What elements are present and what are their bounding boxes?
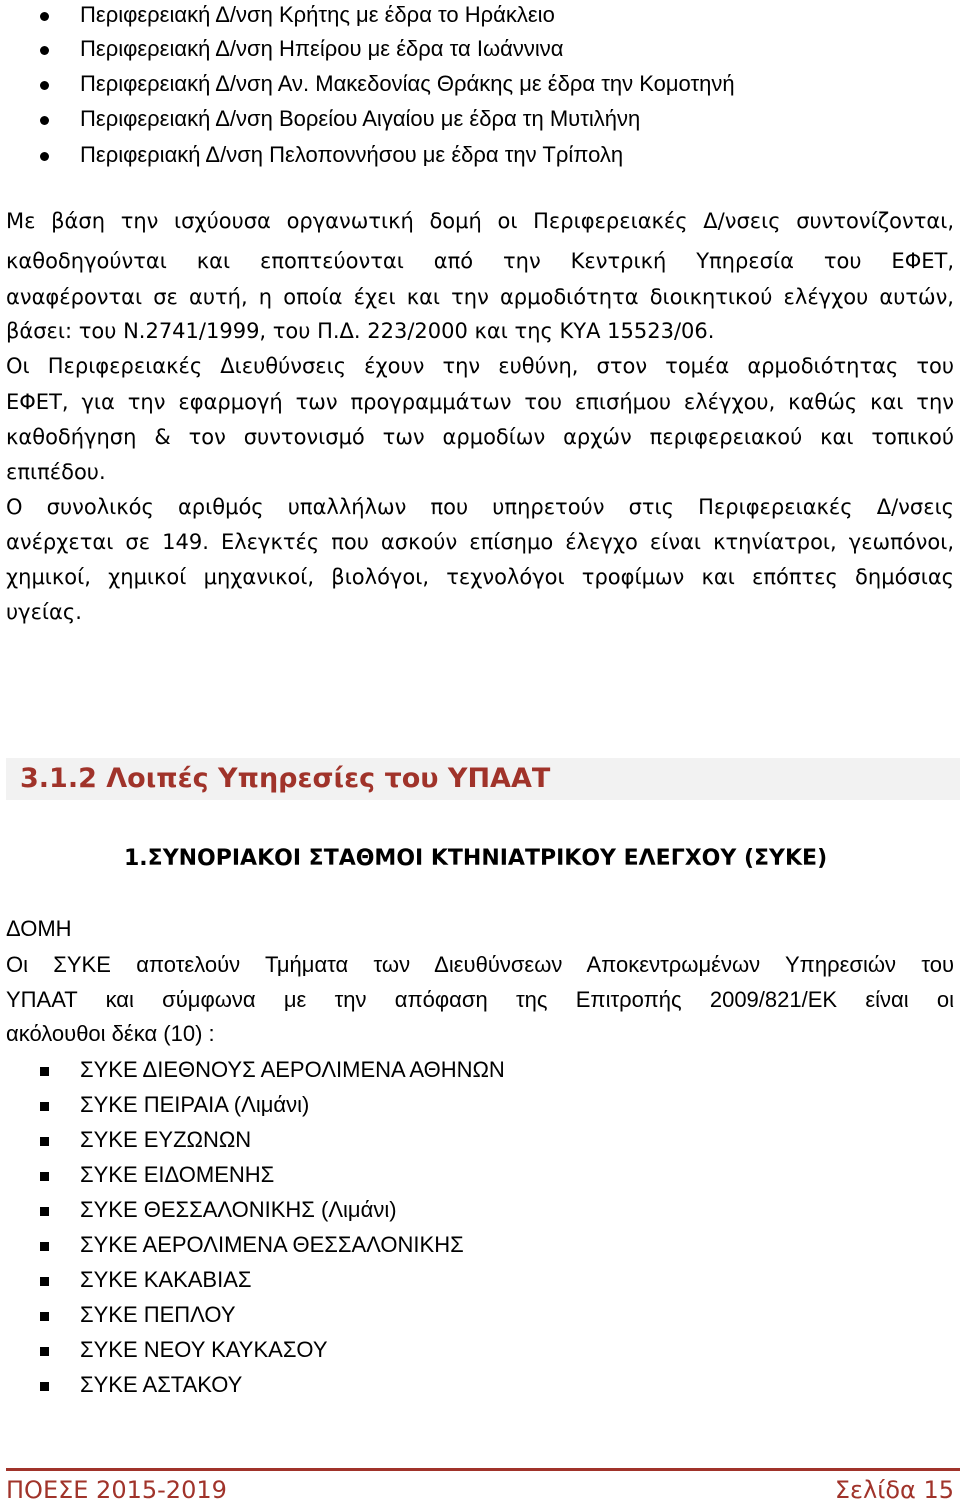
list-item <box>0 1125 960 1159</box>
list-item-text: ΣΥΚΕ ΚΑΚΑΒΙΑΣ <box>80 1267 252 1292</box>
intro-line: Οι ΣΥΚΕ αποτελούν Τμήματα των Διευθύνσεων Αποκεντρωμένων Υπηρεσιών του <box>6 952 954 977</box>
bullet-dot-icon <box>40 81 49 90</box>
paragraph-line: βάσει: του Ν.2741/1999, του Π.Δ. 223/2000 και της ΚΥΑ 15523/06. <box>6 319 715 343</box>
list-item <box>0 1160 960 1194</box>
square-bullet-icon <box>40 1312 49 1321</box>
list-item <box>0 1230 960 1264</box>
square-bullet-icon <box>40 1102 49 1111</box>
paragraph-line: επιπέδου. <box>6 460 106 484</box>
list-item-text: Περιφερειακή Δ/νση Αν. Μακεδονίας Θράκης με έδρα την Κομοτηνή <box>80 71 735 96</box>
square-bullet-icon <box>40 1172 49 1181</box>
square-bullet-icon <box>40 1207 49 1216</box>
list-item <box>0 69 960 103</box>
section-heading: 3.1.2 Λοιπές Υπηρεσίες του ΥΠΑΑΤ <box>20 763 551 794</box>
list-item-text: ΣΥΚΕ ΑΕΡΟΛΙΜΕΝΑ ΘΕΣΣΑΛΟΝΙΚΗΣ <box>80 1232 464 1257</box>
paragraph-line: Ο συνολικός αριθμός υπαλλήλων που υπηρετούν στις Περιφερειακές Δ/νσεις <box>6 495 954 519</box>
list-item <box>0 104 960 138</box>
bullet-dot-icon <box>40 12 49 21</box>
paragraph-line: καθοδηγούνται και εποπτεύονται από την Κεντρική Υπηρεσία του ΕΦΕΤ, <box>6 249 954 273</box>
list-item-text: ΣΥΚΕ ΑΣΤΑΚΟΥ <box>80 1372 243 1397</box>
list-item <box>0 1335 960 1369</box>
list-item-text: ΣΥΚΕ ΘΕΣΣΑΛΟΝΙΚΗΣ (Λιμάνι) <box>80 1197 397 1222</box>
list-item-text: ΣΥΚΕ ΕΙΔΟΜΕΝΗΣ <box>80 1162 275 1187</box>
square-bullet-icon <box>40 1382 49 1391</box>
list-item <box>0 34 960 68</box>
list-item <box>0 0 960 34</box>
paragraph-line: Οι Περιφερειακές Διευθύνσεις έχουν την ευθύνη, στον τομέα αρμοδιότητας του <box>6 354 954 378</box>
square-bullet-icon <box>40 1067 49 1076</box>
square-bullet-icon <box>40 1347 49 1356</box>
list-item <box>0 1195 960 1229</box>
list-item-text: ΣΥΚΕ ΠΕΠΛΟΥ <box>80 1302 236 1327</box>
structure-label: ΔΟΜΗ <box>6 916 72 941</box>
list-item-text: ΣΥΚΕ ΠΕΙΡΑΙΑ (Λιμάνι) <box>80 1092 310 1117</box>
list-item-text: Περιφερειακή Δ/νση Ηπείρου με έδρα τα Ιωάννινα <box>80 36 564 61</box>
paragraph-line: αναφέρονται σε αυτή, η οποία έχει και την αρμοδιότητα διοικητικού ελέγχου αυτών, <box>6 285 954 309</box>
list-item-text: Περιφερειακή Δ/νση Βορείου Αιγαίου με έδρα τη Μυτιλήνη <box>80 106 641 131</box>
section-heading-band <box>6 758 960 800</box>
square-bullet-icon <box>40 1277 49 1286</box>
list-item <box>0 1370 960 1404</box>
list-item-text: ΣΥΚΕ ΔΙΕΘΝΟΥΣ ΑΕΡΟΛΙΜΕΝΑ ΑΘΗΝΩΝ <box>80 1057 505 1082</box>
paragraph-line: ανέρχεται σε 149. Ελεγκτές που ασκούν επίσημο έλεγχο είναι κτηνίατροι, γεωπόνοι, <box>6 530 954 554</box>
list-item-text: ΣΥΚΕ ΕΥΖΩΝΩΝ <box>80 1127 252 1152</box>
list-item <box>0 1055 960 1089</box>
paragraph-line: Με βάση την ισχύουσα οργανωτική δομή οι Περιφερειακές Δ/νσεις συντονίζονται, <box>6 209 954 233</box>
list-item-text: ΣΥΚΕ ΝΕΟΥ ΚΑΥΚΑΣΟΥ <box>80 1337 328 1362</box>
bullet-dot-icon <box>40 152 49 161</box>
footer-title: ΠΟΕΣΕ 2015-2019 <box>6 1476 227 1504</box>
square-bullet-icon <box>40 1242 49 1251</box>
intro-line: ακόλουθοι δέκα (10) : <box>6 1021 215 1046</box>
footer-divider <box>6 1468 960 1471</box>
list-item <box>0 1300 960 1334</box>
list-item <box>0 140 960 174</box>
list-item-text: Περιφεριακή Δ/νση Πελοποννήσου με έδρα την Τρίπολη <box>80 142 624 167</box>
bullet-dot-icon <box>40 46 49 55</box>
paragraph-line: υγείας. <box>6 600 82 624</box>
list-item <box>0 1265 960 1299</box>
list-item <box>0 1090 960 1124</box>
paragraph-line: καθοδήγηση & τον συντονισμό των αρμοδίων αρχών περιφερειακού και τοπικού <box>6 425 954 449</box>
paragraph-line: χημικοί, χημικοί μηχανικοί, βιολόγοι, τεχνολόγοι τροφίμων και επόπτες δημόσιας <box>6 565 954 589</box>
list-item-text: Περιφερειακή Δ/νση Κρήτης με έδρα το Ηράκλειο <box>80 2 555 27</box>
page-number: Σελίδα 15 <box>834 1476 954 1504</box>
bullet-dot-icon <box>40 116 49 125</box>
square-bullet-icon <box>40 1137 49 1146</box>
subheading: 1.ΣΥΝΟΡΙΑΚΟΙ ΣΤΑΘΜΟΙ ΚΤΗΝΙΑΤΡΙΚΟΥ ΕΛΕΓΧΟΥ (ΣΥΚΕ) <box>124 846 828 871</box>
paragraph-line: ΕΦΕΤ, για την εφαρμογή των προγραμμάτων του επισήμου ελέγχου, καθώς και την <box>6 390 954 414</box>
intro-line: ΥΠΑΑΤ και σύμφωνα με την απόφαση της Επιτροπής 2009/821/ΕΚ είναι οι <box>6 987 954 1012</box>
